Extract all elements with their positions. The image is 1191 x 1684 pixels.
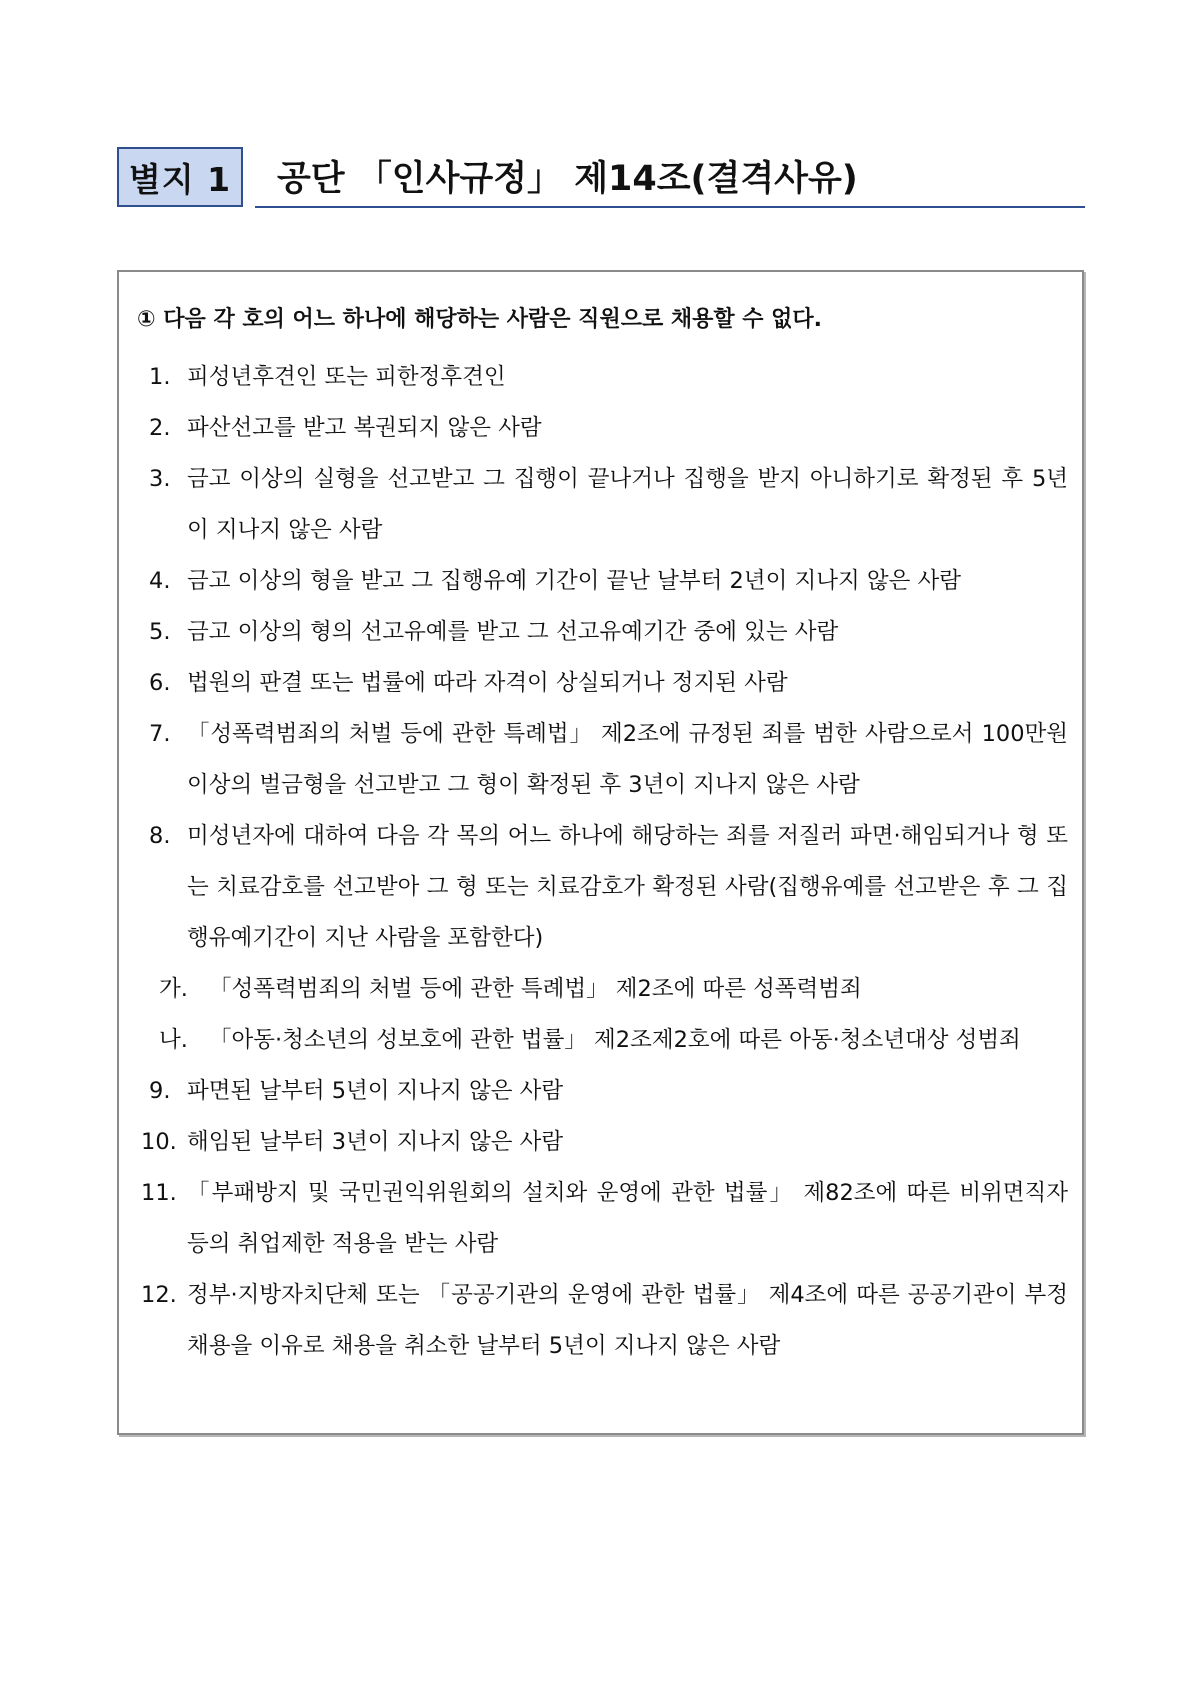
item-text: 금고 이상의 형을 받고 그 집행유예 기간이 끝난 날부터 2년이 지나지 않은 사람 [187, 568, 961, 594]
lead-clause: ① 다음 각 호의 어느 하나에 해당하는 사람은 직원으로 채용할 수 없다. [137, 307, 823, 332]
sub-item-text: 「아동·청소년의 성보호에 관한 법률」 제2조제2호에 따른 아동·청소년대상 성범죄 [209, 1027, 1021, 1053]
list-item [137, 403, 1068, 454]
item-number: 7. [149, 721, 171, 747]
list-item [137, 1270, 1068, 1372]
item-number: 1. [149, 364, 171, 390]
list-item [137, 454, 1068, 556]
appendix-tag: 별지 1 [117, 147, 243, 207]
list-item [137, 709, 1068, 811]
item-text: 「부패방지 및 국민권익위원회의 설치와 운영에 관한 법률」 제82조에 따른 비위면직자 등의 취업제한 적용을 받는 사람 [187, 1180, 1068, 1257]
item-text: 「성폭력범죄의 처벌 등에 관한 특례법」 제2조에 규정된 죄를 범한 사람으로서 100만원 이상의 벌금형을 선고받고 그 형이 확정된 후 3년이 지나지 않은 사람 [187, 721, 1068, 798]
item-number: 8. [149, 823, 171, 849]
content-box [117, 270, 1084, 1435]
sub-item-number: 가. [159, 976, 188, 1002]
item-text: 법원의 판결 또는 법률에 따라 자격이 상실되거나 정지된 사람 [187, 670, 788, 696]
item-number: 6. [149, 670, 171, 696]
list-item [137, 811, 1068, 964]
item-number: 4. [149, 568, 171, 594]
sub-item-text: 「성폭력범죄의 처벌 등에 관한 특례법」 제2조에 따른 성폭력범죄 [209, 976, 862, 1002]
item-number: 2. [149, 415, 171, 441]
item-text: 미성년자에 대하여 다음 각 목의 어느 하나에 해당하는 죄를 저질러 파면·해임되거나 형 또는 치료감호를 선고받아 그 형 또는 치료감호가 확정된 사람(집행유예를 선고받은 후 그 집행유예기간이 지난 사람을 포함한다) [187, 823, 1068, 951]
item-number: 5. [149, 619, 171, 645]
item-text: 피성년후견인 또는 피한정후견인 [187, 364, 506, 390]
list-item [137, 1117, 1068, 1168]
item-text: 금고 이상의 실형을 선고받고 그 집행이 끝나거나 집행을 받지 아니하기로 확정된 후 5년이 지나지 않은 사람 [187, 466, 1068, 543]
item-text: 해임된 날부터 3년이 지나지 않은 사람 [187, 1129, 564, 1155]
document-header [117, 147, 1085, 211]
item-text: 파면된 날부터 5년이 지나지 않은 사람 [187, 1078, 564, 1104]
list-item [137, 607, 1068, 658]
content-body [137, 302, 1068, 1372]
item-number: 12. [141, 1282, 177, 1308]
list-item [137, 1168, 1068, 1270]
list-item [137, 352, 1068, 403]
sub-list-item [137, 1015, 1068, 1066]
item-number: 9. [149, 1078, 171, 1104]
list-item [137, 1066, 1068, 1117]
sub-item-number: 나. [159, 1027, 188, 1053]
list-item [137, 556, 1068, 607]
title-underline [255, 206, 1085, 208]
sub-list-item [137, 964, 1068, 1015]
item-text: 파산선고를 받고 복권되지 않은 사람 [187, 415, 542, 441]
item-number: 11. [141, 1180, 177, 1206]
list-item [137, 658, 1068, 709]
item-number: 10. [141, 1129, 177, 1155]
item-text: 금고 이상의 형의 선고유예를 받고 그 선고유예기간 중에 있는 사람 [187, 619, 839, 645]
page-title: 공단 「인사규정」 제14조(결격사유) [277, 159, 858, 199]
item-number: 3. [149, 466, 171, 492]
item-text: 정부·지방자치단체 또는 「공공기관의 운영에 관한 법률」 제4조에 따른 공공기관이 부정채용을 이유로 채용을 취소한 날부터 5년이 지나지 않은 사람 [187, 1282, 1068, 1359]
